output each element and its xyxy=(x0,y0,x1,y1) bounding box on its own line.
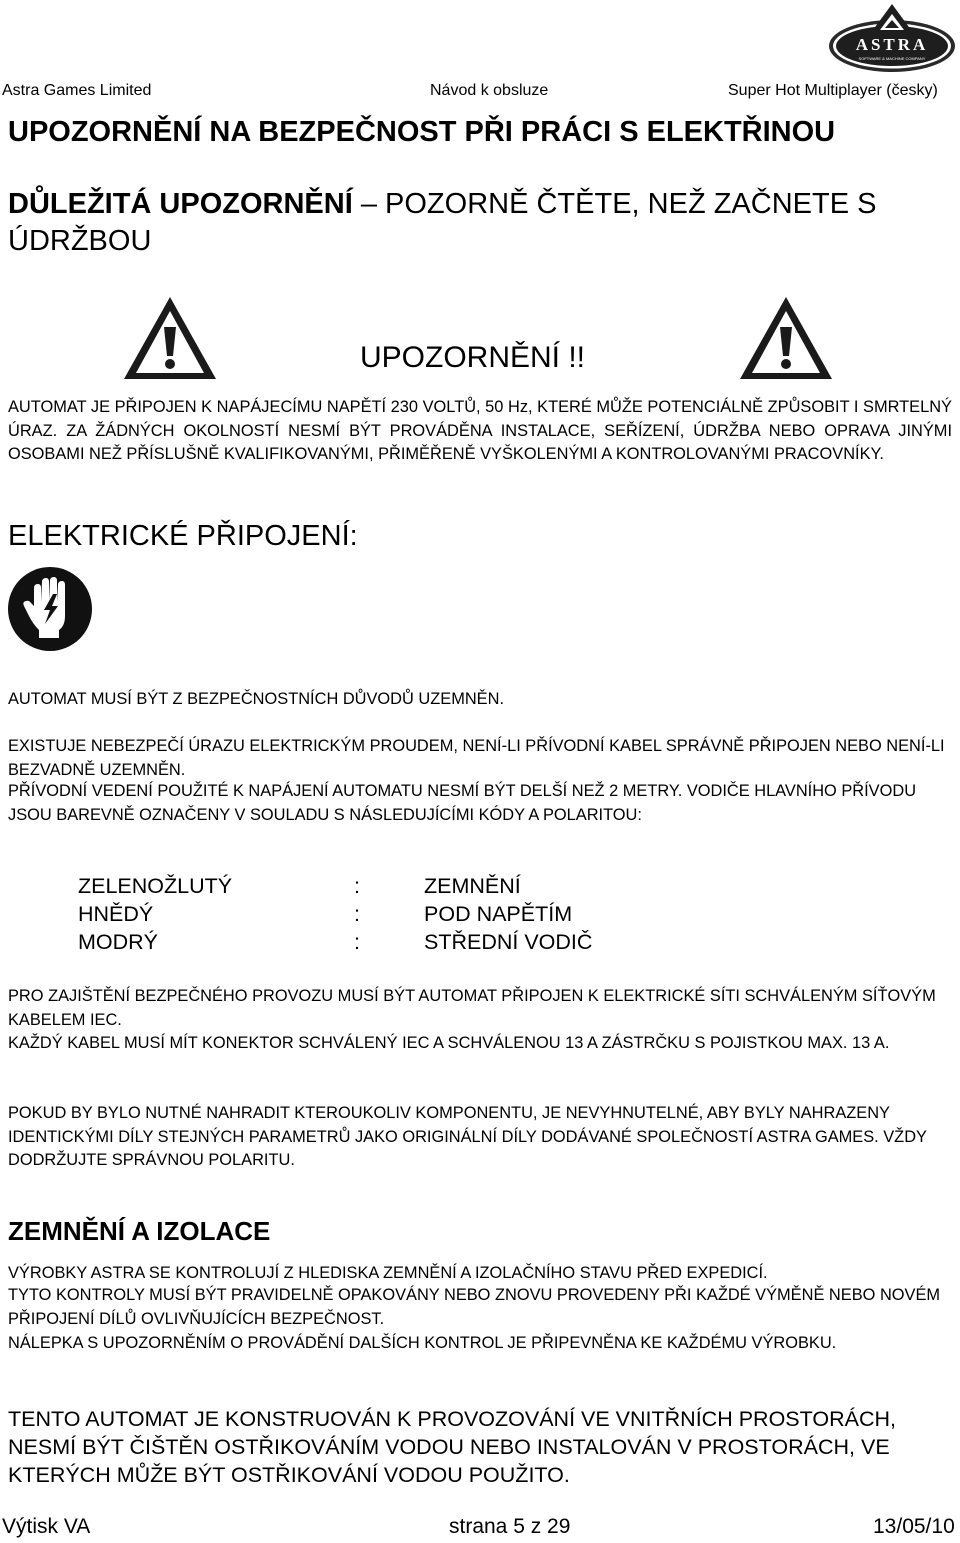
wire-meaning: ZEMNĚNÍ xyxy=(424,874,521,898)
section-title-electrical: ELEKTRICKÉ PŘIPOJENÍ: xyxy=(8,520,358,552)
important-rest: – POZORNĚ ČTĚTE, NEŽ ZAČNETE S ÚDRŽBOU xyxy=(8,188,877,257)
para-iec-cable: PRO ZAJIŠTĚNÍ BEZPEČNÉHO PROVOZU MUSÍ BÝT AUTOMAT PŘIPOJEN K ELEKTRICKÉ SÍTI SCHVÁLENÝM SÍŤOVÝM KABELEM IEC. xyxy=(8,987,936,1029)
logo-subtext: SOFTWARE & MACHINE COMPANY xyxy=(858,56,926,61)
para-replacement: POKUD BY BYLO NUTNÉ NAHRADIT KTEROUKOLIV KOMPONENTU, JE NEVYHNUTELNÉ, ABY BYLY NAHRAZENY IDENTICKÝMI DÍLY STEJNÝCH PARAMETRŮ JAKO ORIGINÁLNÍ DÍLY DODÁVANÉ SPOLEČNOSTÍ ASTRA GAMES. VŽDY DODRŽUJTE SPRÁVNOU POLARITU. xyxy=(8,1104,927,1169)
para-indoor: TENTO AUTOMAT JE KONSTRUOVÁN K PROVOZOVÁNÍ VE VNITŘNÍCH PROSTORÁCH, NESMÍ BÝT ČIŠTĚN OSTŘIKOVÁNÍM VODOU NEBO INSTALOVÁN V PROSTORÁCH, VE KTERÝCH MŮŽE BÝT OSTŘIKOVÁNÍ VODOU POUŽITO. xyxy=(8,1407,896,1487)
electric-hand-icon xyxy=(7,566,93,652)
header-product: Super Hot Multiplayer (česky) xyxy=(728,82,938,99)
header-doc: Návod k obsluze xyxy=(430,82,549,99)
para-recheck: TYTO KONTROLY MUSÍ BÝT PRAVIDELNĚ OPAKOVÁNY NEBO ZNOVU PROVEDENY PŘI KAŽDÉ VÝMĚNĚ NEBO NOVÉM PŘIPOJENÍ DÍLŮ OVLIVŇUJÍCÍCH BEZPEČNOST. xyxy=(8,1286,941,1328)
para-connector: KAŽDÝ KABEL MUSÍ MÍT KONEKTOR SCHVÁLENÝ IEC A SCHVÁLENOU 13 A ZÁSTRČKU S POJISTKOU MAX. 13 A. xyxy=(8,1034,890,1052)
section-title-grounding: ZEMNĚNÍ A IZOLACE xyxy=(8,1216,271,1246)
wire-separator: : xyxy=(354,902,360,926)
important-notice xyxy=(8,186,958,260)
footer-copy: Výtisk VA xyxy=(2,1515,91,1538)
warning-text: AUTOMAT JE PŘIPOJEN K NAPÁJECÍMU NAPĚTÍ 230 VOLTŮ, 50 Hz, KTERÉ MŮŽE POTENCIÁLNĚ ZPŮSOBIT I SMRTELNÝ ÚRAZ. ZA ŽÁDNÝCH OKOLNOSTÍ NESMÍ BÝT PROVÁDĚNA INSTALACE, SEŘÍZENÍ, ÚDRŽBA NEBO OPRAVA JINÝMI OSOBAMI NEŽ PŘÍSLUŠNĚ KVALIFIKOVANÝMI, PŘIMĚŘENĚ VYŠKOLENÝMI A KONTROLOVANÝMI PRACOVNÍKY. xyxy=(8,398,952,463)
logo-text: ASTRA xyxy=(855,35,929,54)
header-company: Astra Games Limited xyxy=(2,82,152,99)
para-cable-length: PŘÍVODNÍ VEDENÍ POUŽITÉ K NAPÁJENÍ AUTOMATU NESMÍ BÝT DELŠÍ NEŽ 2 METRY. VODIČE HLAVNÍHO PŘÍVODU JSOU BAREVNĚ OZNAČENY V SOULADU S NÁSLEDUJÍCÍMI KÓDY A POLARITOU: xyxy=(8,782,917,824)
warning-label: UPOZORNĚNÍ !! xyxy=(360,341,586,374)
wire-separator: : xyxy=(354,874,360,898)
footer-page: strana 5 z 29 xyxy=(449,1515,571,1538)
wire-color: ZELENOŽLUTÝ xyxy=(78,874,233,898)
wire-color: MODRÝ xyxy=(78,930,159,954)
wire-meaning: STŘEDNÍ VODIČ xyxy=(424,930,593,954)
para-checks: VÝROBKY ASTRA SE KONTROLUJÍ Z HLEDISKA ZEMNĚNÍ A IZOLAČNÍHO STAVU PŘED EXPEDICÍ. xyxy=(8,1264,768,1282)
wire-meaning: POD NAPĚTÍM xyxy=(424,902,573,926)
astra-logo xyxy=(826,2,958,74)
para-grounding: AUTOMAT MUSÍ BÝT Z BEZPEČNOSTNÍCH DŮVODŮ UZEMNĚN. xyxy=(8,690,505,708)
warning-triangle-icon xyxy=(121,294,219,382)
wire-separator: : xyxy=(354,930,360,954)
para-sticker: NÁLEPKA S UPOZORNĚNÍM O PROVÁDĚNÍ DALŠÍCH KONTROL JE PŘIPEVNĚNA KE KAŽDÉMU VÝROBKU. xyxy=(8,1334,837,1352)
warning-triangle-icon xyxy=(737,294,835,382)
important-bold: DŮLEŽITÁ UPOZORNĚNÍ xyxy=(8,188,353,220)
para-danger: EXISTUJE NEBEZPEČÍ ÚRAZU ELEKTRICKÝM PROUDEM, NENÍ-LI PŘÍVODNÍ KABEL SPRÁVNĚ PŘIPOJEN NEBO NENÍ-LI BEZVADNĚ UZEMNĚN. xyxy=(8,737,945,779)
section-title-safety: UPOZORNĚNÍ NA BEZPEČNOST PŘI PRÁCI S ELEKTŘINOU xyxy=(8,116,836,148)
wire-color: HNĚDÝ xyxy=(78,902,154,926)
footer-date: 13/05/10 xyxy=(873,1515,955,1538)
